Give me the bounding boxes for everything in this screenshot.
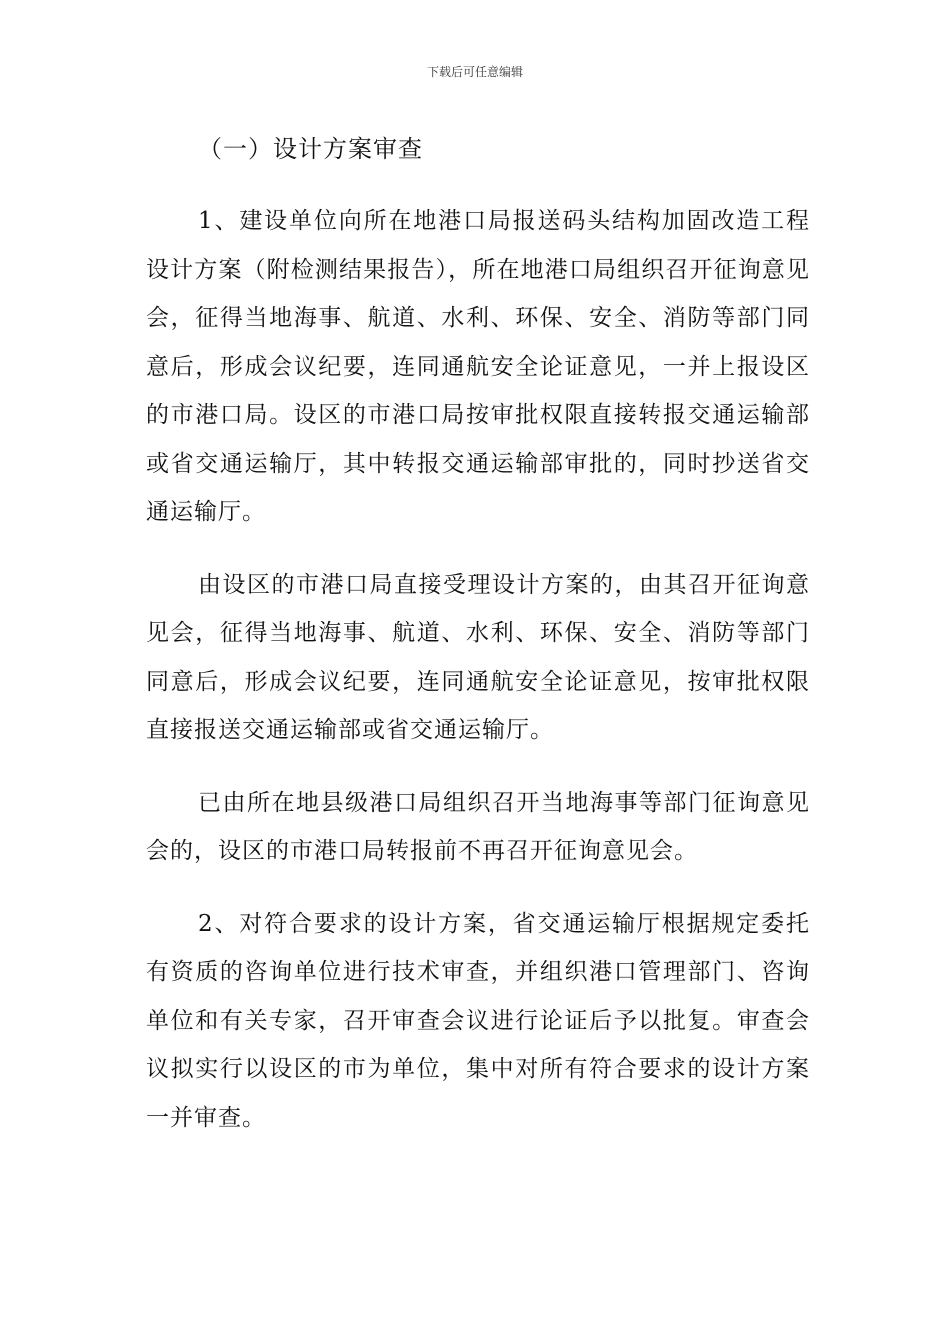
paragraph-1: 1、建设单位向所在地港口局报送码头结构加固改造工程设计方案（附检测结果报告），所在地港口局组织召开征询意见会，征得当地海事、航道、水利、环保、安全、消防等部门同意后，形成会议纪要，连同通航安全论证意见，一并上报设区的市港口局。设区的市港口局按审批权限直接转报交通运输部或省交通运输厅，其中转报交通运输部审批的，同时抄送省交通运输厅。 [146, 208, 810, 525]
paragraph-2: 由设区的市港口局直接受理设计方案的，由其召开征询意见会，征得当地海事、航道、水利、环保、安全、消防等部门同意后，形成会议纪要，连同通航安全论证意见，按审批权限直接报送交通运输部或省交通运输厅。 [146, 571, 810, 743]
paragraph-4: 2、对符合要求的设计方案，省交通运输厅根据规定委托有资质的咨询单位进行技术审查，并组织港口管理部门、咨询单位和有关专家，召开审查会议进行论证后予以批复。审查会议拟实行以设区的市为单位，集中对所有符合要求的设计方案一并审查。 [146, 910, 810, 1131]
paragraph-3: 已由所在地县级港口局组织召开当地海事等部门征询意见会的，设区的市港口局转报前不再召开征询意见会。 [146, 789, 810, 864]
section-heading: （一）设计方案审查 [198, 135, 423, 163]
document-body [146, 126, 810, 1166]
page-header-note: 下载后可任意编辑 [426, 65, 523, 79]
